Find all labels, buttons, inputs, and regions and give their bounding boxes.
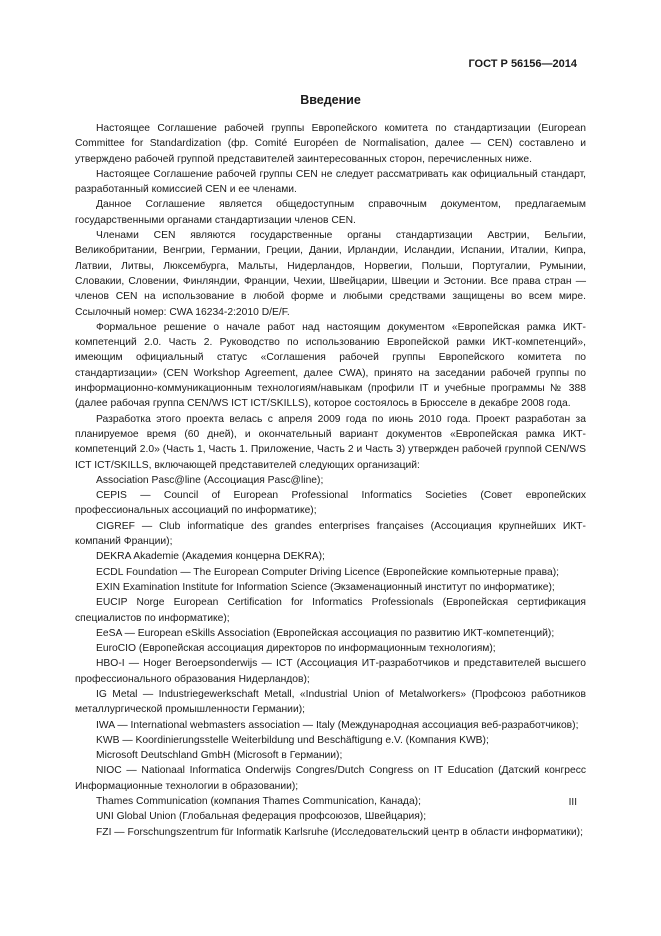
paragraph: Настоящее Соглашение рабочей группы Европейского комитета по стандартизации (European Committee for Standardization (фр. Comité Européen de Normalisation, далее — CEN) составлено и утверждено рабочей группой представителей заинтересованных сторон, перечисленных ниже. xyxy=(75,123,586,165)
organization-item: FZI — Forschungszentrum für Informatik Karlsruhe (Исследовательский центр в области информатики); xyxy=(96,826,583,838)
organization-item: KWB — Koordinierungsstelle Weiterbildung und Beschäftigung e.V. (Компания KWB); xyxy=(96,734,489,746)
organization-item: EUCIP Norge European Certification for Informatics Professionals (Европейская сертификация специалистов по информатике); xyxy=(75,597,586,624)
organization-item: Thames Communication (компания Thames Communication, Канада); xyxy=(96,796,421,808)
paragraph: Формальное решение о начале работ над настоящим документом «Европейская рамка ИКТ-компетенций 2.0. Часть 2. Руководство по использованию Европейской рамки ИКТ-компетенций», имеющим официальный статус «Соглашения рабочей группы Европейского комитета по стандартизации» (CEN Workshop Agreement, далее CWA), принято на заседании рабочей группы по информационно-коммуникационным технологиям/навыкам (профили IT и учебные программы № 388 (далее рабочая группа CEN/WS ICT ICT/SKILLS), которое состоялось в Брюсселе в декабре 2008 года. xyxy=(75,321,586,410)
organization-item: ECDL Foundation — The European Computer Driving Licence (Европейские компьютерные права); xyxy=(96,566,560,578)
paragraph: Данное Соглашение является общедоступным справочным документом, предлагаемым государственными органами стандартизации членов CEN. xyxy=(75,199,586,226)
organization-item: DEKRA Akademie (Академия концерна DEKRA); xyxy=(96,551,325,563)
section-title: Введение xyxy=(300,93,361,107)
body-text xyxy=(75,121,586,840)
organization-item: CEPIS — Council of European Professional Informatics Societies (Совет европейских профессиональных ассоциаций по информатике); xyxy=(75,490,586,517)
paragraph: Настоящее Соглашение рабочей группы CEN не следует рассматривать как официальный стандарт, разработанный комиссией CEN и ее членами. xyxy=(75,168,586,196)
organization-item: Microsoft Deutschland GmbH (Microsoft в Германии); xyxy=(96,750,343,762)
organization-item: NIOC — Nationaal Informatica Onderwijs Congres/Dutch Congress on IT Education (Датский конгресс Информационные технологии в образовании); xyxy=(75,765,586,792)
paragraph: Членами CEN являются государственные органы стандартизации Австрии, Бельгии, Великобритании, Венгрии, Германии, Греции, Дании, Ирландии, Исландии, Испании, Италии, Кипра, Латвии, Литвы, Люксембурга, Мальты, Нидерландов, Норвегии, Польши, Португалии, Румынии, Словакии, Словении, Финляндии, Франции, Чехии, Швейцарии, Швеции и Эстонии. Все права стран — членов CEN на использование в любой форме и любыми средствами защищены во всем мире. Ссылочный номер: CWA 16234-2:2010 D/E/F. xyxy=(75,230,586,318)
organization-item: Association Pasc@line (Ассоциация Pasc@line); xyxy=(96,474,324,486)
paragraph: Разработка этого проекта велась с апреля 2009 года по июнь 2010 года. Проект разработан за планируемое время (60 дней), и окончательный вариант документов «Европейская рамка ИКТ-компетенций 2.0» (Часть 1, Часть 1. Приложение, Часть 2 и Часть 3) утвержден рабочей группой CEN/WS ICT ICT/SKILLS, включающей представителей следующих организаций: xyxy=(75,413,586,471)
organization-item: HBO-I — Hoger Beroepsonderwijs — ICT (Ассоциация ИТ-разработчиков и представителей высшего профессионального образования Нидерландов); xyxy=(75,658,586,685)
organization-item: CIGREF — Club informatique des grandes enterprises françaises (Ассоциация крупнейших ИКТ-компаний Франции); xyxy=(75,520,586,548)
page-number: III xyxy=(568,797,577,808)
standard-number: ГОСТ Р 56156—2014 xyxy=(468,58,577,70)
organization-item: IG Metal — Industriegewerkschaft Metall, «Industrial Union of Metalworkers» (Профсоюз работников металлургической промышленности Германии); xyxy=(75,688,586,716)
organization-item: UNI Global Union (Глобальная федерация профсоюзов, Швейцария); xyxy=(96,811,427,823)
organization-item: EXIN Examination Institute for Information Science (Экзаменационный институт по информатике); xyxy=(96,581,555,593)
organization-item: EeSA — European eSkills Association (Европейская ассоциация по развитию ИКТ-компетенций); xyxy=(96,627,555,639)
organization-item: IWA — International webmasters association — Italy (Международная ассоциация веб-разработчиков); xyxy=(96,719,579,731)
organization-item: EuroCIO (Европейская ассоциация директоров по информационным технологиям); xyxy=(96,643,496,655)
